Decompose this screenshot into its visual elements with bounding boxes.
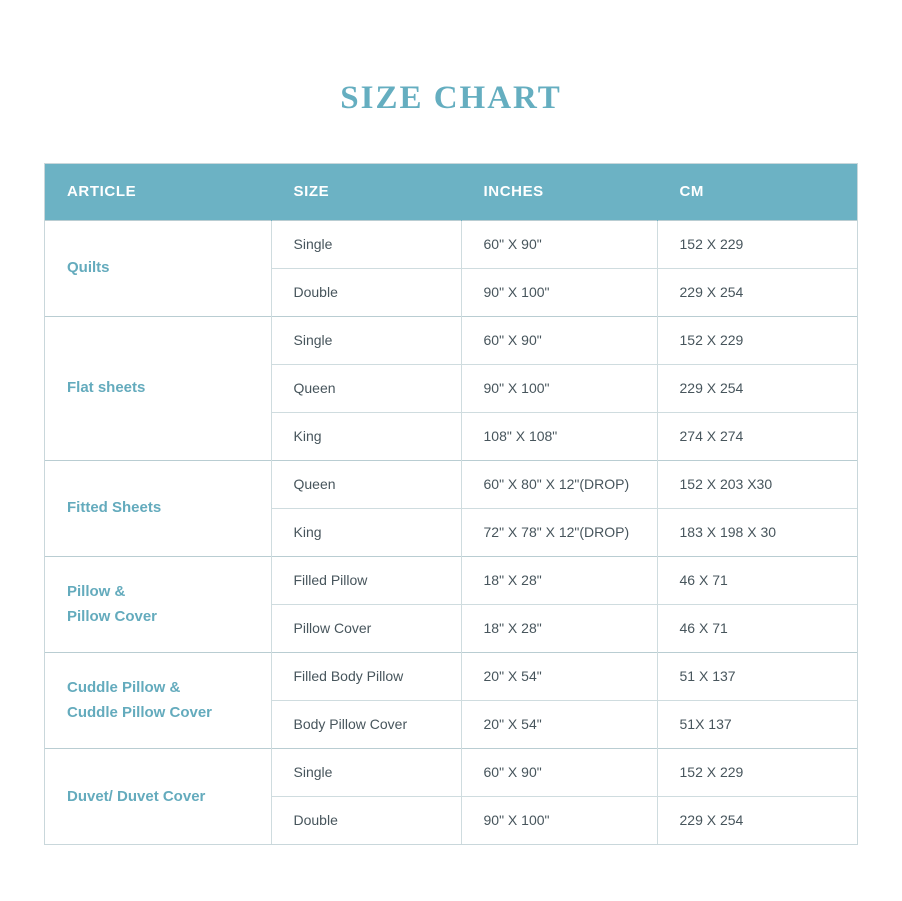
inches-cell: 72" X 78" X 12"(DROP): [461, 508, 657, 556]
inches-cell: 90" X 100": [461, 796, 657, 844]
inches-cell: 90" X 100": [461, 268, 657, 316]
table-body: [45, 220, 857, 844]
table-header: [45, 164, 857, 220]
article-cell: [45, 316, 271, 460]
size-cell: Pillow Cover: [271, 604, 461, 652]
table-header-row: [45, 164, 857, 220]
column-header-size: SIZE: [271, 164, 461, 220]
column-header-cm: CM: [657, 164, 857, 220]
article-cell: [45, 556, 271, 652]
cm-cell: 152 X 229: [657, 748, 857, 796]
inches-cell: 20" X 54": [461, 700, 657, 748]
size-cell: Queen: [271, 364, 461, 412]
article-label: Pillow Cover: [67, 608, 158, 625]
page-title: SIZE CHART: [340, 80, 562, 116]
size-cell: Filled Body Pillow: [271, 652, 461, 700]
size-cell: Double: [271, 268, 461, 316]
cm-cell: 46 X 71: [657, 604, 857, 652]
table-row: [45, 556, 857, 604]
article-cell: [45, 220, 271, 316]
article-label: Duvet/ Duvet Cover: [67, 787, 206, 805]
inches-cell: 60" X 90": [461, 220, 657, 268]
inches-cell: 20" X 54": [461, 652, 657, 700]
inches-cell: 18" X 28": [461, 556, 657, 604]
size-cell: Single: [271, 748, 461, 796]
size-chart-table: [45, 164, 857, 844]
article-label: Cuddle Pillow &: [67, 678, 181, 696]
article-label: Quilts: [67, 259, 110, 277]
cm-cell: 51X 137: [657, 700, 857, 748]
cm-cell: 152 X 229: [657, 316, 857, 364]
article-label: Cuddle Pillow Cover: [67, 704, 213, 721]
table-row: [45, 220, 857, 268]
cm-cell: 229 X 254: [657, 364, 857, 412]
size-cell: Double: [271, 796, 461, 844]
table-row: [45, 652, 857, 700]
cm-cell: 152 X 203 X30: [657, 460, 857, 508]
column-header-article: ARTICLE: [45, 164, 271, 220]
article-label: Pillow &: [67, 582, 126, 600]
article-label: Fitted Sheets: [67, 499, 162, 517]
inches-cell: 60" X 80" X 12"(DROP): [461, 460, 657, 508]
cm-cell: 152 X 229: [657, 220, 857, 268]
table-row: [45, 460, 857, 508]
size-cell: Body Pillow Cover: [271, 700, 461, 748]
size-cell: King: [271, 508, 461, 556]
article-cell: [45, 460, 271, 556]
article-cell: [45, 748, 271, 844]
table-row: [45, 316, 857, 364]
cm-cell: 274 X 274: [657, 412, 857, 460]
cm-cell: 183 X 198 X 30: [657, 508, 857, 556]
size-cell: Single: [271, 220, 461, 268]
inches-cell: 108" X 108": [461, 412, 657, 460]
inches-cell: 18" X 28": [461, 604, 657, 652]
table-row: [45, 748, 857, 796]
size-chart-table-container: [44, 163, 858, 845]
cm-cell: 229 X 254: [657, 796, 857, 844]
size-cell: King: [271, 412, 461, 460]
inches-cell: 60" X 90": [461, 316, 657, 364]
size-cell: Queen: [271, 460, 461, 508]
column-header-inches: INCHES: [461, 164, 657, 220]
cm-cell: 46 X 71: [657, 556, 857, 604]
size-cell: Filled Pillow: [271, 556, 461, 604]
inches-cell: 60" X 90": [461, 748, 657, 796]
size-cell: Single: [271, 316, 461, 364]
cm-cell: 229 X 254: [657, 268, 857, 316]
article-label: Flat sheets: [67, 379, 146, 397]
cm-cell: 51 X 137: [657, 652, 857, 700]
article-cell: [45, 652, 271, 748]
inches-cell: 90" X 100": [461, 364, 657, 412]
